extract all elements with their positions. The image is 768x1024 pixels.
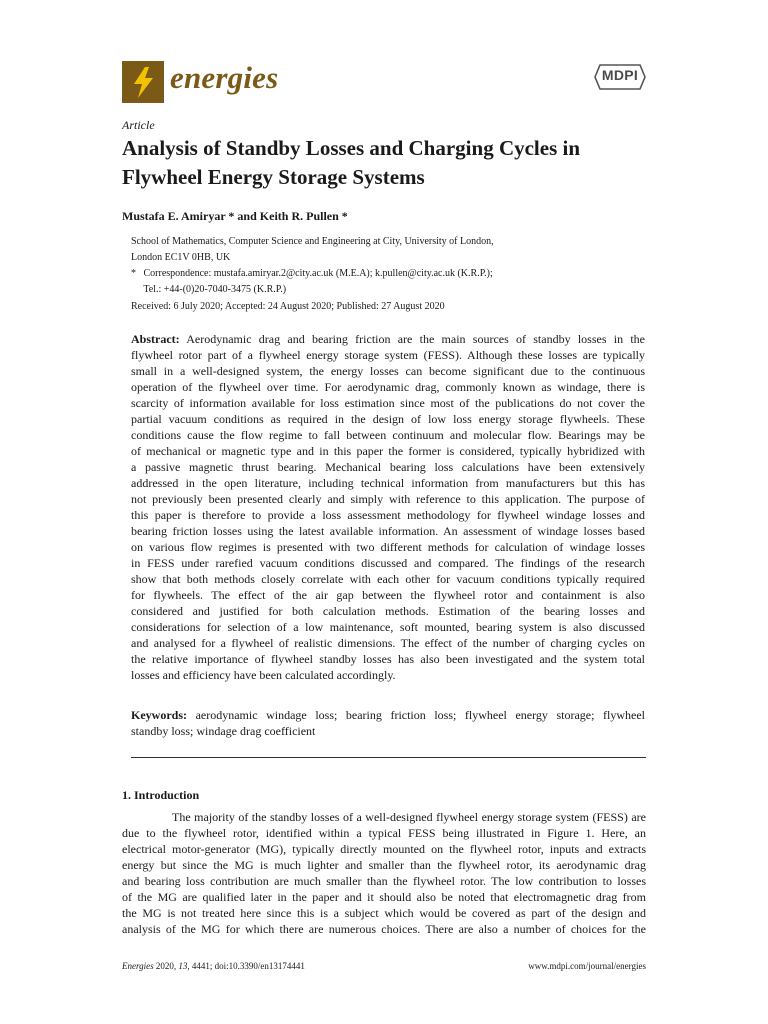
body-line: due to the flywheel rotor, identified within a typical FESS being illustrated in Figure 1. Here, an <box>122 826 646 840</box>
keywords <box>131 707 645 739</box>
abstract-line: considerations for selection of a low maintenance, soft mounted, bearing system is also discussed <box>131 620 645 634</box>
affiliation-line: London EC1V 0HB, UK <box>131 252 231 263</box>
section-heading: 1. Introduction <box>122 788 200 802</box>
article-type: Article <box>122 118 155 132</box>
abstract-line: operation of the flywheel over time. For aerodynamic drag, commonly known as windage, there is <box>131 380 645 394</box>
footer-volume: 13 <box>178 961 188 971</box>
abstract <box>131 331 645 683</box>
affiliation-block <box>131 234 494 298</box>
abstract-line: flywheel rotor part of a flywheel energy storage system (FESS). Although these losses are typically <box>131 348 645 362</box>
abstract-line: for flywheels. The effect of the air gap between the flywheel rotor and containment is also <box>131 588 645 602</box>
title-line: Flywheel Energy Storage Systems <box>122 165 425 189</box>
section-divider <box>131 757 646 758</box>
telephone-line: Tel.: +44-(0)20-7040-3475 (K.R.P.) <box>131 284 287 295</box>
abstract-line: and analysed for a flywheel of realistic dimensions. The effect of the number of charging cycles on <box>131 636 645 650</box>
body-line: analysis of the MG for which there are numerous choices. There are also a number of choices for the <box>122 922 646 936</box>
abstract-first-line: Aerodynamic drag and bearing friction are the main sources of standby losses in the <box>179 332 645 346</box>
correspondence-line: * Correspondence: mustafa.amiryar.2@city.ac.uk (M.E.A); k.pullen@city.ac.uk (K.R.P.); <box>131 268 493 279</box>
introduction-body <box>122 809 646 937</box>
journal-logo <box>122 61 164 103</box>
abstract-line: a passive magnetic thrust bearing. Mechanical bearing loss calculations have been extensively <box>131 460 645 474</box>
publication-dates: Received: 6 July 2020; Accepted: 24 August 2020; Published: 27 August 2020 <box>131 301 445 312</box>
abstract-line: bearing friction losses using the latest available information. An assessment of windage losses based <box>131 524 645 538</box>
body-line: of the MG are qualified later in the paper and it should also be noted that electromagnetic drag from <box>122 890 646 904</box>
abstract-line: scarcity of information available for loss estimation since most of the publications do not cover the <box>131 396 645 410</box>
footer-doi: , 4441; doi:10.3390/en13174441 <box>187 961 305 971</box>
abstract-line: in FESS under rarefied vacuum conditions discussed and compared. The findings of the research <box>131 556 645 570</box>
keywords-first-line: aerodynamic windage loss; bearing friction loss; flywheel energy storage; flywheel <box>187 708 645 722</box>
abstract-line: of mechanical or magnetic type and in this paper the former is considered, typically hybridized with <box>131 444 645 458</box>
paper-title <box>122 134 662 192</box>
body-line: electrical motor-generator (MG), typically directly mounted on the flywheel rotor, inputs and extracts <box>122 842 646 856</box>
abstract-line: losses and efficiency have been calculated accordingly. <box>131 668 396 682</box>
abstract-line <box>131 331 645 347</box>
body-line: and bearing loss contribution are much smaller than the flywheel rotor. The low contribution to losses <box>122 874 646 888</box>
body-line: energy but since the MG is much lighter and smaller than the flywheel rotor, its aerodynamic drag <box>122 858 646 872</box>
footer-journal: Energies <box>122 961 154 971</box>
lightning-bolt-icon <box>122 61 164 103</box>
abstract-line: on various flow regimes is presented with two different methods for calculation of windage losses <box>131 540 645 554</box>
footer-year: 2020, <box>153 961 179 971</box>
abstract-line: conditions cause the flow regime to fall between continuum and molecular flow. Bearings may be <box>131 428 645 442</box>
journal-name: energies <box>170 60 279 95</box>
title-line: Analysis of Standby Losses and Charging Cycles in <box>122 136 581 160</box>
abstract-line: this paper is therefore to provide a loss assessment methodology for flywheel windage losses and <box>131 508 645 522</box>
abstract-line: show that both methods closely correlate with each other for vacuum conditions typically required <box>131 572 645 586</box>
abstract-line: not previously been presented clearly and simply with reference to this application. The purpose of <box>131 492 645 506</box>
abstract-line: addressed in the open literature, including technical information from manufacturers but this has <box>131 476 645 490</box>
body-line: The majority of the standby losses of a well-designed flywheel energy storage system (FESS) are <box>172 810 646 824</box>
footer-citation <box>122 961 305 971</box>
abstract-line: small in a well-designed system, the energy losses can become significant due to the continuous <box>131 364 645 378</box>
footer-url[interactable]: www.mdpi.com/journal/energies <box>528 961 646 971</box>
abstract-line: partial vacuum conditions as required in the design of low loss energy storage flywheels. These <box>131 412 645 426</box>
abstract-line: considered and justified for both calculation methods. Estimation of the bearing losses and <box>131 604 645 618</box>
keywords-line <box>131 707 645 723</box>
author-list: Mustafa E. Amiryar * and Keith R. Pullen * <box>122 209 348 223</box>
publisher-name: MDPI <box>601 67 639 83</box>
keywords-label: Keywords: <box>131 708 187 722</box>
publisher-logo <box>594 62 646 92</box>
abstract-label: Abstract: <box>131 332 180 346</box>
abstract-line: the relative importance of flywheel standby losses has also been investigated and the system total <box>131 652 645 666</box>
body-line: the MG is not treated here since this is a subject which would be covered as part of the design and <box>122 906 646 920</box>
affiliation-line: School of Mathematics, Computer Science and Engineering at City, University of London, <box>131 236 494 247</box>
keywords-line: standby loss; windage drag coefficient <box>131 724 316 738</box>
